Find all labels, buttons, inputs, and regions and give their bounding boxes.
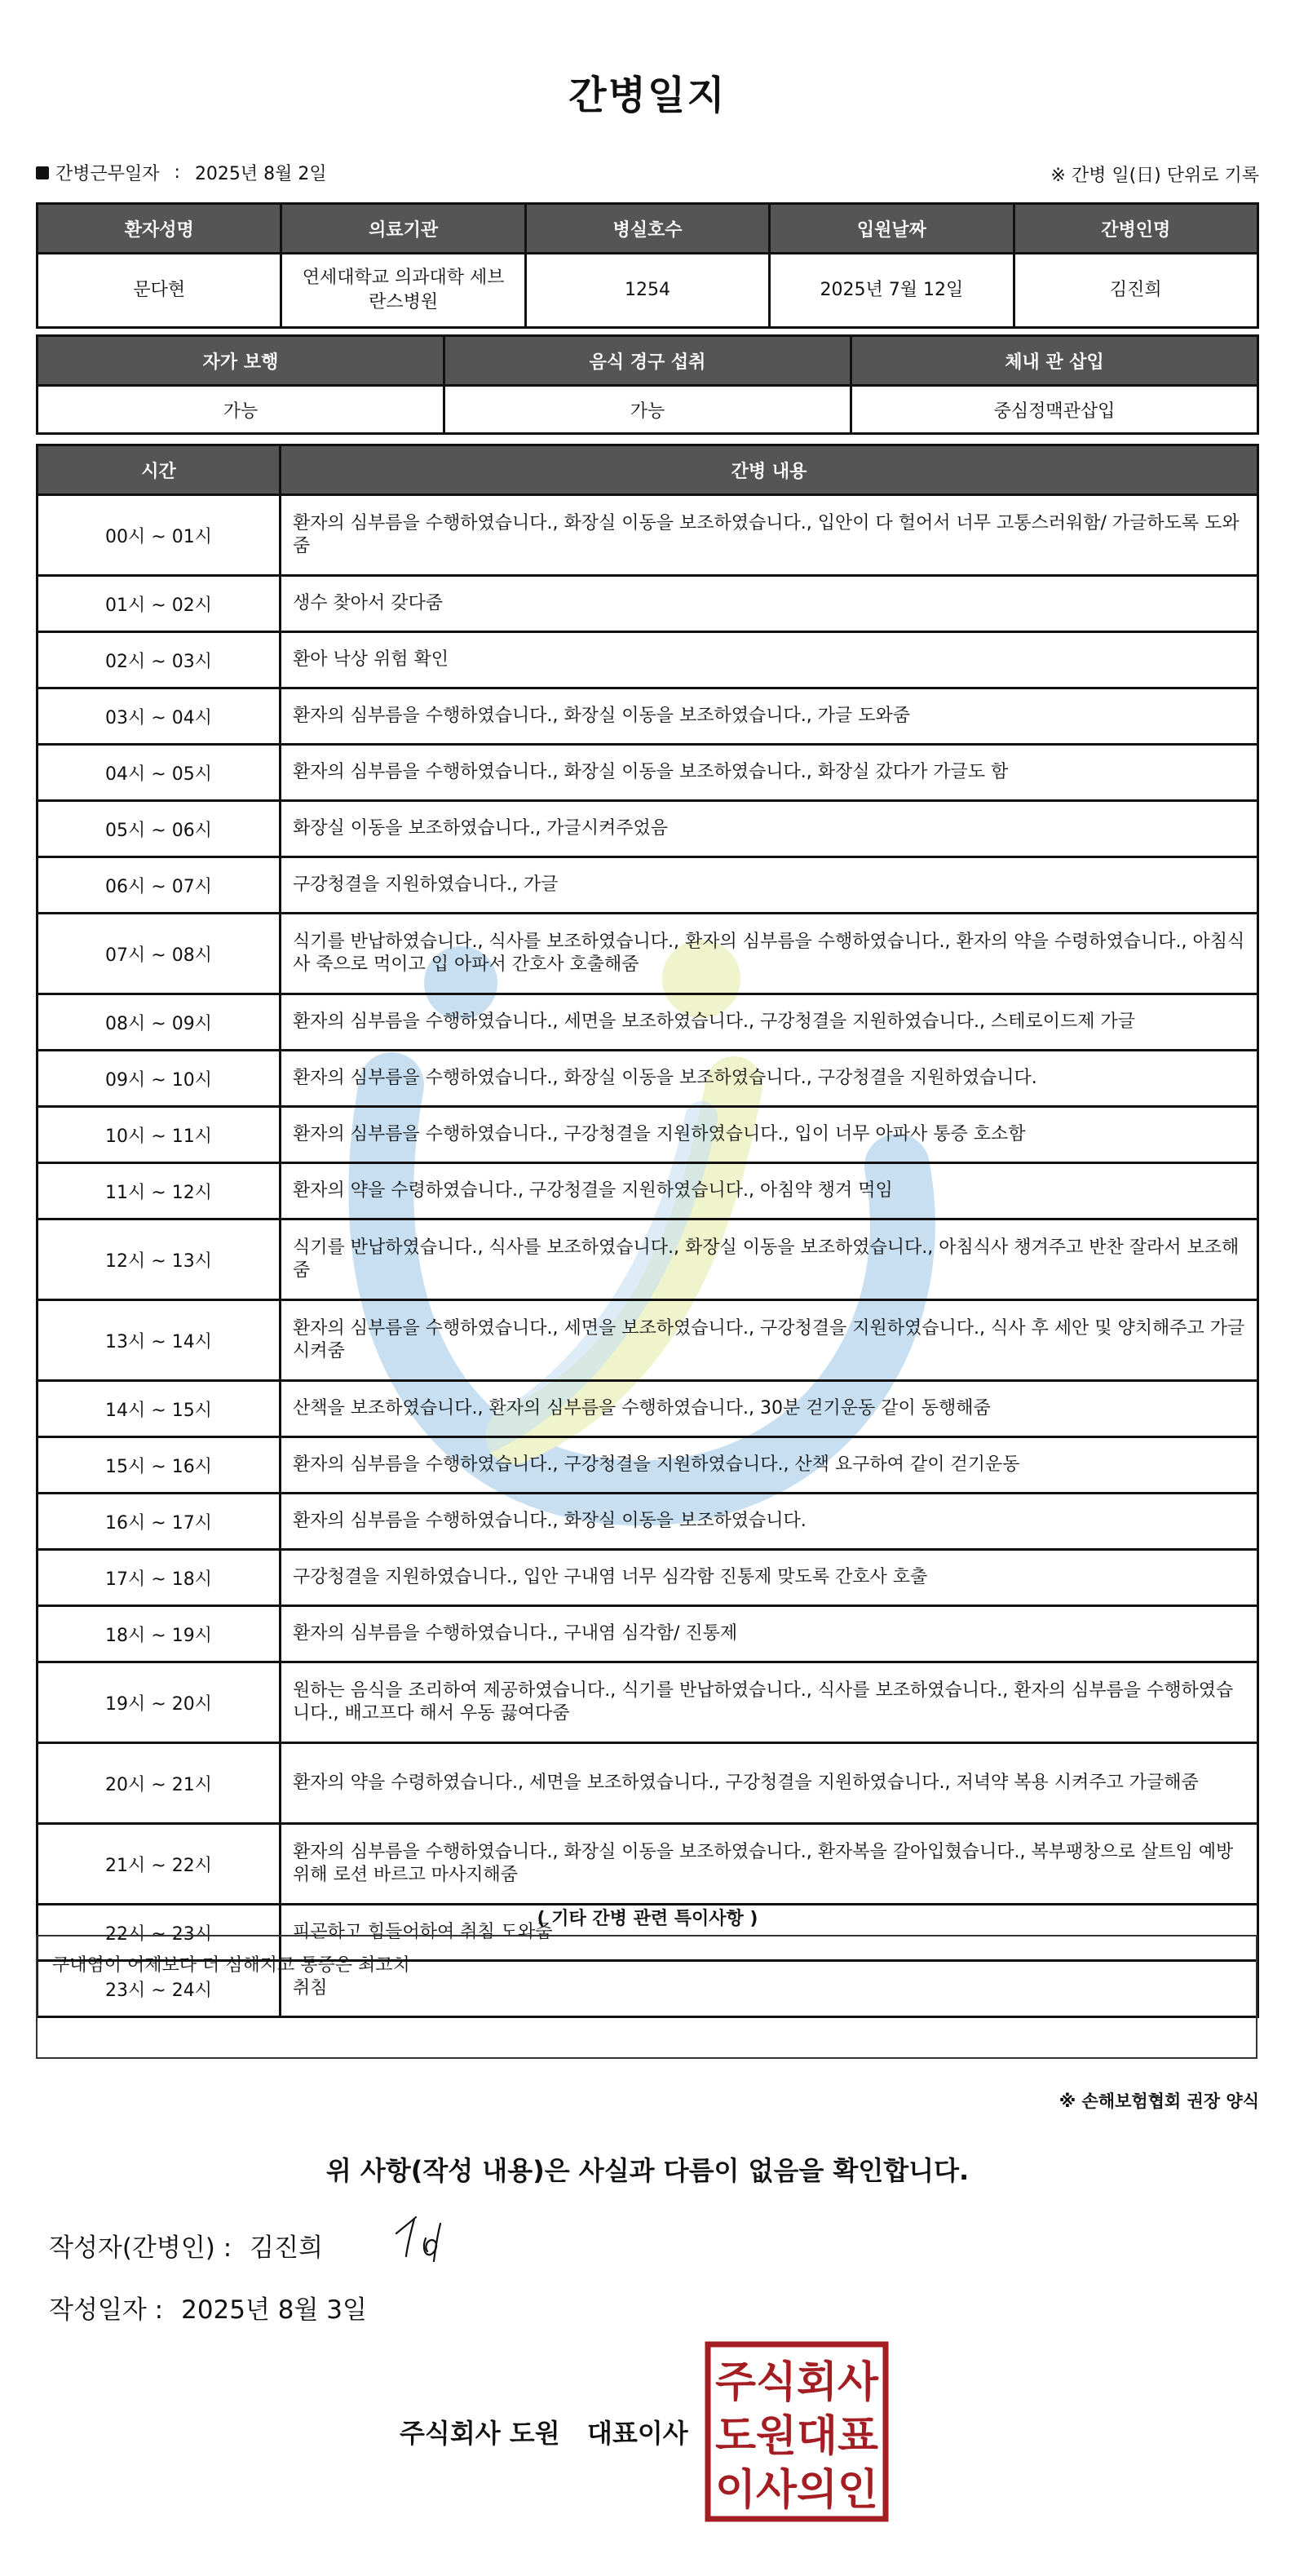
log-time: 23시 ~ 24시 xyxy=(38,1961,281,2017)
work-date-label: 간병근무일자 xyxy=(55,164,160,184)
header-caregiver: 간병인명 xyxy=(1014,204,1257,254)
log-time: 17시 ~ 18시 xyxy=(38,1550,281,1606)
status-header-row xyxy=(38,336,1258,386)
log-content: 환자의 심부름을 수행하였습니다., 화장실 이동을 보조하였습니다., 구강청결을 지원하였습니다. xyxy=(281,1051,1258,1107)
log-time: 02시 ~ 03시 xyxy=(38,632,281,688)
log-row xyxy=(38,1494,1258,1550)
work-date xyxy=(36,160,327,185)
log-content: 환자의 심부름을 수행하였습니다., 구내염 심각함/ 진통제 xyxy=(281,1606,1258,1662)
log-time: 01시 ~ 02시 xyxy=(38,576,281,632)
header-care-content: 간병 내용 xyxy=(281,445,1258,495)
log-content: 환자의 심부름을 수행하였습니다., 화장실 이동을 보조하였습니다., 환자복을 갈아입혔습니다., 복부팽창으로 살트임 예방 위해 로션 바르고 마사지해줌 xyxy=(281,1824,1258,1905)
log-row xyxy=(38,688,1258,745)
unit-note: ※ 간병 일(日) 단위로 기록 xyxy=(1050,166,1259,186)
log-time: 21시 ~ 22시 xyxy=(38,1824,281,1905)
oral-intake-value: 가능 xyxy=(444,386,851,434)
log-time: 06시 ~ 07시 xyxy=(38,857,281,914)
log-row xyxy=(38,1824,1258,1905)
log-row xyxy=(38,801,1258,857)
patient-info-table xyxy=(36,202,1259,329)
log-content: 환자의 심부름을 수행하였습니다., 세면을 보조하였습니다., 구강청결을 지원하였습니다., 스테로이드제 가글 xyxy=(281,994,1258,1051)
writer-line xyxy=(49,2227,323,2264)
header-walking: 자가 보행 xyxy=(38,336,444,386)
log-time: 14시 ~ 15시 xyxy=(38,1381,281,1437)
caregiver-name: 김진희 xyxy=(1014,254,1257,328)
log-time: 08시 ~ 09시 xyxy=(38,994,281,1051)
form-note: ※ 손해보험협회 권장 양식 xyxy=(1059,2091,1259,2111)
log-content: 구강청결을 지원하였습니다., 입안 구내염 너무 심각함 진통제 맞도록 간호사 호출 xyxy=(281,1550,1258,1606)
hospital-name: 연세대학교 의과대학 세브란스병원 xyxy=(281,254,525,328)
header-room: 병실호수 xyxy=(525,204,769,254)
log-content: 환자의 심부름을 수행하였습니다., 세면을 보조하였습니다., 구강청결을 지원하였습니다., 식사 후 세안 및 양치해주고 가글시켜줌 xyxy=(281,1300,1258,1381)
write-date-line xyxy=(49,2289,367,2326)
log-content: 화장실 이동을 보조하였습니다., 가글시켜주었음 xyxy=(281,801,1258,857)
log-time: 19시 ~ 20시 xyxy=(38,1662,281,1743)
log-row xyxy=(38,1163,1258,1219)
log-time: 09시 ~ 10시 xyxy=(38,1051,281,1107)
bullet-square-icon xyxy=(36,166,49,179)
log-row xyxy=(38,1606,1258,1662)
header-hospital: 의료기관 xyxy=(281,204,525,254)
remarks-title: ( 기타 간병 관련 특이사항 ) xyxy=(537,1909,758,1929)
log-row xyxy=(38,1550,1258,1606)
log-content: 생수 찾아서 갖다줌 xyxy=(281,576,1258,632)
log-content: 환자의 심부름을 수행하였습니다., 화장실 이동을 보조하였습니다., 입안이 다 헐어서 너무 고통스러워함/ 가글하도록 도와줌 xyxy=(281,495,1258,576)
log-body xyxy=(38,495,1258,2017)
log-content: 취침 xyxy=(281,1961,1258,2017)
log-content: 환자의 심부름을 수행하였습니다., 화장실 이동을 보조하였습니다. xyxy=(281,1494,1258,1550)
log-content: 환자의 약을 수령하였습니다., 세면을 보조하였습니다., 구강청결을 지원하였습니다., 저녁약 복용 시켜주고 가글해줌 xyxy=(281,1743,1258,1824)
header-time: 시간 xyxy=(38,445,281,495)
walking-value: 가능 xyxy=(38,386,444,434)
log-row xyxy=(38,632,1258,688)
header-oral-intake: 음식 경구 섭취 xyxy=(444,336,851,386)
patient-value-row xyxy=(38,254,1258,328)
log-time: 11시 ~ 12시 xyxy=(38,1163,281,1219)
log-time: 15시 ~ 16시 xyxy=(38,1437,281,1494)
log-content: 산책을 보조하였습니다., 환자의 심부름을 수행하였습니다., 30분 걷기운동 같이 동행해줌 xyxy=(281,1381,1258,1437)
log-row xyxy=(38,1300,1258,1381)
log-content: 원하는 음식을 조리하여 제공하였습니다., 식기를 반납하였습니다., 식사를 보조하였습니다., 환자의 심부름을 수행하였습니다., 배고프다 해서 우동 끓여다줌 xyxy=(281,1662,1258,1743)
log-time: 20시 ~ 21시 xyxy=(38,1743,281,1824)
log-row xyxy=(38,857,1258,914)
company-seal-stamp xyxy=(703,2339,891,2524)
log-time: 04시 ~ 05시 xyxy=(38,745,281,801)
log-row xyxy=(38,1381,1258,1437)
remarks-text: 구내염이 어제보다 더 심해지고 통증은 최고치 xyxy=(52,1955,410,1976)
log-time: 10시 ~ 11시 xyxy=(38,1107,281,1163)
log-row xyxy=(38,495,1258,576)
room-number: 1254 xyxy=(525,254,769,328)
tube-value: 중심정맥관삽입 xyxy=(851,386,1258,434)
log-time: 00시 ~ 01시 xyxy=(38,495,281,576)
log-row xyxy=(38,1051,1258,1107)
header-patient-name: 환자성명 xyxy=(38,204,281,254)
write-date-label: 작성일자 : xyxy=(49,2295,164,2325)
log-content: 환자의 심부름을 수행하였습니다., 화장실 이동을 보조하였습니다., 가글 도와줌 xyxy=(281,688,1258,745)
log-content: 환자의 심부름을 수행하였습니다., 화장실 이동을 보조하였습니다., 화장실 갔다가 가글도 함 xyxy=(281,745,1258,801)
log-time: 12시 ~ 13시 xyxy=(38,1219,281,1300)
log-content: 환자의 약을 수령하였습니다., 구강청결을 지원하였습니다., 아침약 챙겨 먹임 xyxy=(281,1163,1258,1219)
log-time: 03시 ~ 04시 xyxy=(38,688,281,745)
confirmation-statement: 위 사항(작성 내용)은 사실과 다름이 없음을 확인합니다. xyxy=(325,2155,970,2186)
log-time: 18시 ~ 19시 xyxy=(38,1606,281,1662)
header-admission-date: 입원날짜 xyxy=(770,204,1014,254)
log-row xyxy=(38,1219,1258,1300)
log-row xyxy=(38,1437,1258,1494)
care-log-table xyxy=(36,444,1259,2018)
log-time: 16시 ~ 17시 xyxy=(38,1494,281,1550)
writer-name: 김진희 xyxy=(250,2233,324,2263)
patient-status-table xyxy=(36,334,1259,435)
log-row xyxy=(38,1107,1258,1163)
log-time: 07시 ~ 08시 xyxy=(38,914,281,994)
svg-text:주식회사: 주식회사 xyxy=(715,2358,879,2407)
header-tube: 체내 관 삽입 xyxy=(851,336,1258,386)
log-row xyxy=(38,914,1258,994)
company-signature-line: 주식회사 도원 대표이사 xyxy=(400,2418,688,2449)
log-content: 구강청결을 지원하였습니다., 가글 xyxy=(281,857,1258,914)
admission-date: 2025년 7월 12일 xyxy=(770,254,1014,328)
log-row xyxy=(38,1662,1258,1743)
handwritten-signature xyxy=(390,2209,463,2266)
svg-text:도원대표: 도원대표 xyxy=(715,2412,878,2461)
log-content: 식기를 반납하였습니다., 식사를 보조하였습니다., 화장실 이동을 보조하였습니다., 아침식사 챙겨주고 반찬 잘라서 보조해줌 xyxy=(281,1219,1258,1300)
status-value-row xyxy=(38,386,1258,434)
log-content: 피곤하고 힘들어하여 취침 도와줌 xyxy=(281,1905,1258,1961)
log-content: 환아 낙상 위험 확인 xyxy=(281,632,1258,688)
work-date-value: 2025년 8월 2일 xyxy=(194,164,327,184)
log-header-row xyxy=(38,445,1258,495)
log-content: 환자의 심부름을 수행하였습니다., 구강청결을 지원하였습니다., 입이 너무 아파사 통증 호소함 xyxy=(281,1107,1258,1163)
log-content: 식기를 반납하였습니다., 식사를 보조하였습니다., 환자의 심부름을 수행하였습니다., 환자의 약을 수령하였습니다., 아침식사 죽으로 먹이고 입 아파서 간호사 호출해줌 xyxy=(281,914,1258,994)
remarks-box xyxy=(36,1935,1257,2059)
document-title: 간병일지 xyxy=(568,73,727,118)
log-row xyxy=(38,1743,1258,1824)
patient-header-row xyxy=(38,204,1258,254)
writer-label: 작성자(간병인) : xyxy=(49,2233,232,2263)
log-content: 환자의 심부름을 수행하였습니다., 구강청결을 지원하였습니다., 산책 요구하여 같이 걷기운동 xyxy=(281,1437,1258,1494)
svg-text:이사의인: 이사의인 xyxy=(715,2466,878,2515)
log-time: 05시 ~ 06시 xyxy=(38,801,281,857)
log-time: 22시 ~ 23시 xyxy=(38,1905,281,1961)
log-row xyxy=(38,576,1258,632)
log-row xyxy=(38,994,1258,1051)
patient-name: 문다현 xyxy=(38,254,281,328)
log-time: 13시 ~ 14시 xyxy=(38,1300,281,1381)
write-date-value: 2025년 8월 3일 xyxy=(181,2295,367,2325)
log-row xyxy=(38,745,1258,801)
work-date-separator: : xyxy=(174,162,180,183)
